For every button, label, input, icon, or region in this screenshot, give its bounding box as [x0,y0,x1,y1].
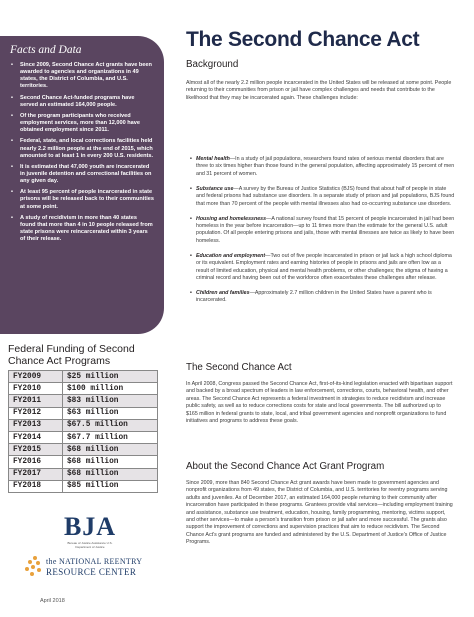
challenge-label: Housing and homelessness [196,215,267,222]
list-item [190,156,455,178]
nrrc-logo-line2: RESOURCE CENTER [46,567,137,577]
fact-item: • At least 95 percent of people incarcerated in state prisons will be released back to their communities at some point. [10,189,154,210]
background-text: Almost all of the nearly 2.2 million people incarcerated in the United States will be released at some point. People returning to their communities from prison or jail have complex challenges and needs that contribute to the likelihood that they may be incarcerated again. These challenges include: [186,80,452,101]
list-item [190,186,455,208]
challenges-list [190,156,455,312]
page-title: The Second Chance Act [186,28,420,51]
fiscal-year-cell: FY2014 [9,431,63,443]
table-row [9,431,158,443]
list-item [190,290,455,305]
table-row [9,419,158,431]
amount-cell: $63 million [63,407,158,419]
fiscal-year-cell: FY2013 [9,419,63,431]
grant-heading: About the Second Chance Act Grant Program [186,461,385,472]
nrrc-logo-line1: the NATIONAL REENTRY [46,557,143,566]
grant-text: Since 2009, more than 840 Second Chance Act grant awards have been made to government agencies and nonprofit organizations from 49 states, the District of Columbia, and U.S. territories for reentry programs serving adults and juveniles. As of December 2017, an estimated 164,000 people returning to their community after incarceration have participated in these programs. Grantees provide vital services—including employment training and assistance, substance use treatment, education, housing, family programming, mentoring, victims support, and other services—to make a person's transition from prison or jail safer and more successful. The grants also support the improvement of corrections and supervision practices that aim to reduce recidivism. The Second Chance Act's grant programs are funded and administered by the U.S. Department of Justice's Office of Justice Programs. [186,480,453,546]
table-row [9,395,158,407]
fact-item: • Federal, state, and local corrections facilities held nearly 2.2 million people at the end of 2015, which amounted to at least 1 in every 200 U.S. residents. [10,138,154,159]
table-row [9,468,158,480]
sca-heading: The Second Chance Act [186,362,292,373]
nrrc-logo [25,556,170,578]
fact-item: • Of the program participants who received employment services, more than 12,000 have obtained employment since 2011. [10,113,154,134]
table-row [9,407,158,419]
amount-cell: $68 million [63,444,158,456]
nrrc-logo-text [46,557,142,577]
sca-text: In April 2008, Congress passed the Second Chance Act, first-of-its-kind legislation enacted with bipartisan support and backed by a broad spectrum of leaders in law enforcement, corrections, courts, behavioral health, and other areas. The Second Chance Act represents a federal investment in strategies to reduce recidivism and increase public safety, as well as to reduce corrections costs for state and local governments. The bill authorized up to $165 million in federal grants to state, local, and tribal government agencies and nonprofit organizations to fund initiatives and programs to address these goals. [186,381,453,425]
list-item [190,253,455,283]
fact-item: • A study of recidivism in more than 40 states found that more than 4 in 10 people released from state prisons were reincarcerated within 3 years of their release. [10,215,154,243]
challenge-text: —Two out of five people incarcerated in prison or jail lack a high school diploma or its equivalent. Employment rates and earning histories of people in prisons and jails are often low as a result of limited education, physical and mental health problems, or other challenges; the stigma of having a criminal record and having been out of the workforce often exacerbates these challenges after release. [196,252,452,282]
facts-title: Facts and Data [10,44,82,56]
challenge-label: Substance use [196,185,234,192]
fiscal-year-cell: FY2012 [9,407,63,419]
background-heading: Background [186,59,239,70]
facts-panel [0,36,164,334]
publication-date: April 2018 [40,598,65,604]
challenge-label: Mental health [196,156,230,162]
table-row [9,444,158,456]
bja-logo-text: BJA [63,512,117,541]
list-item [190,216,455,246]
funding-title: Federal Funding of Second Chance Act Programs [8,343,135,367]
amount-cell: $68 million [63,456,158,468]
fact-item: • Since 2009, Second Chance Act grants have been awarded to agencies and organizations in 49 states, the District of Columbia, and U.S. territories. [10,62,154,90]
table-row [9,383,158,395]
bja-logo [60,512,120,549]
amount-cell: $100 million [63,383,158,395]
amount-cell: $68 million [63,468,158,480]
amount-cell: $67.5 million [63,419,158,431]
fiscal-year-cell: FY2017 [9,468,63,480]
table-row [9,456,158,468]
challenge-label: Children and families [196,290,250,297]
fact-item: • It is estimated that 47,000 youth are incarcerated in juvenile detention and correctional facilities on any given day. [10,164,154,185]
challenge-text: —Approximately 2.7 million children in the United States have a parent who is incarcerated. [196,290,432,304]
amount-cell: $25 million [63,371,158,383]
amount-cell: $67.7 million [63,431,158,443]
fiscal-year-cell: FY2009 [9,371,63,383]
challenge-label: Education and employment [196,252,266,259]
fiscal-year-cell: FY2011 [9,395,63,407]
table-row [9,480,158,492]
fiscal-year-cell: FY2015 [9,444,63,456]
challenge-text: —In a study of jail populations, researchers found rates of serious mental disorders that are three to six times higher than those found in the general population, affecting approximately 15 percent of men and 31 percent of women. [196,156,455,177]
challenge-text: —A national survey found that 15 percent of people incarcerated in jail had been homeless in the year before incarceration—up to 11 times more than the estimate for the general U.S. adult population. Of all people entering prisons and jails, those with mental illnesses are twice as likely to have been homeless. [196,215,455,244]
nrrc-dots-icon [25,556,43,578]
funding-table [8,370,158,493]
fiscal-year-cell: FY2010 [9,383,63,395]
fact-item: • Second Chance Act-funded programs have served an estimated 164,000 people. [10,95,154,109]
fiscal-year-cell: FY2016 [9,456,63,468]
fiscal-year-cell: FY2018 [9,480,63,492]
bja-logo-subtitle: Bureau of Justice Assistance U.S. Department of Justice [67,541,113,549]
challenge-text: —A survey by the Bureau of Justice Statistics (BJS) found that about half of people in state and federal prisons had substance use disorders. In a separate study of prison and jail populations, BJS found that more than 70 percent of the people with mental illnesses also had co-occurring substance use disorders. [196,185,455,207]
amount-cell: $83 million [63,395,158,407]
table-row [9,371,158,383]
facts-list [10,62,154,243]
amount-cell: $85 million [63,480,158,492]
